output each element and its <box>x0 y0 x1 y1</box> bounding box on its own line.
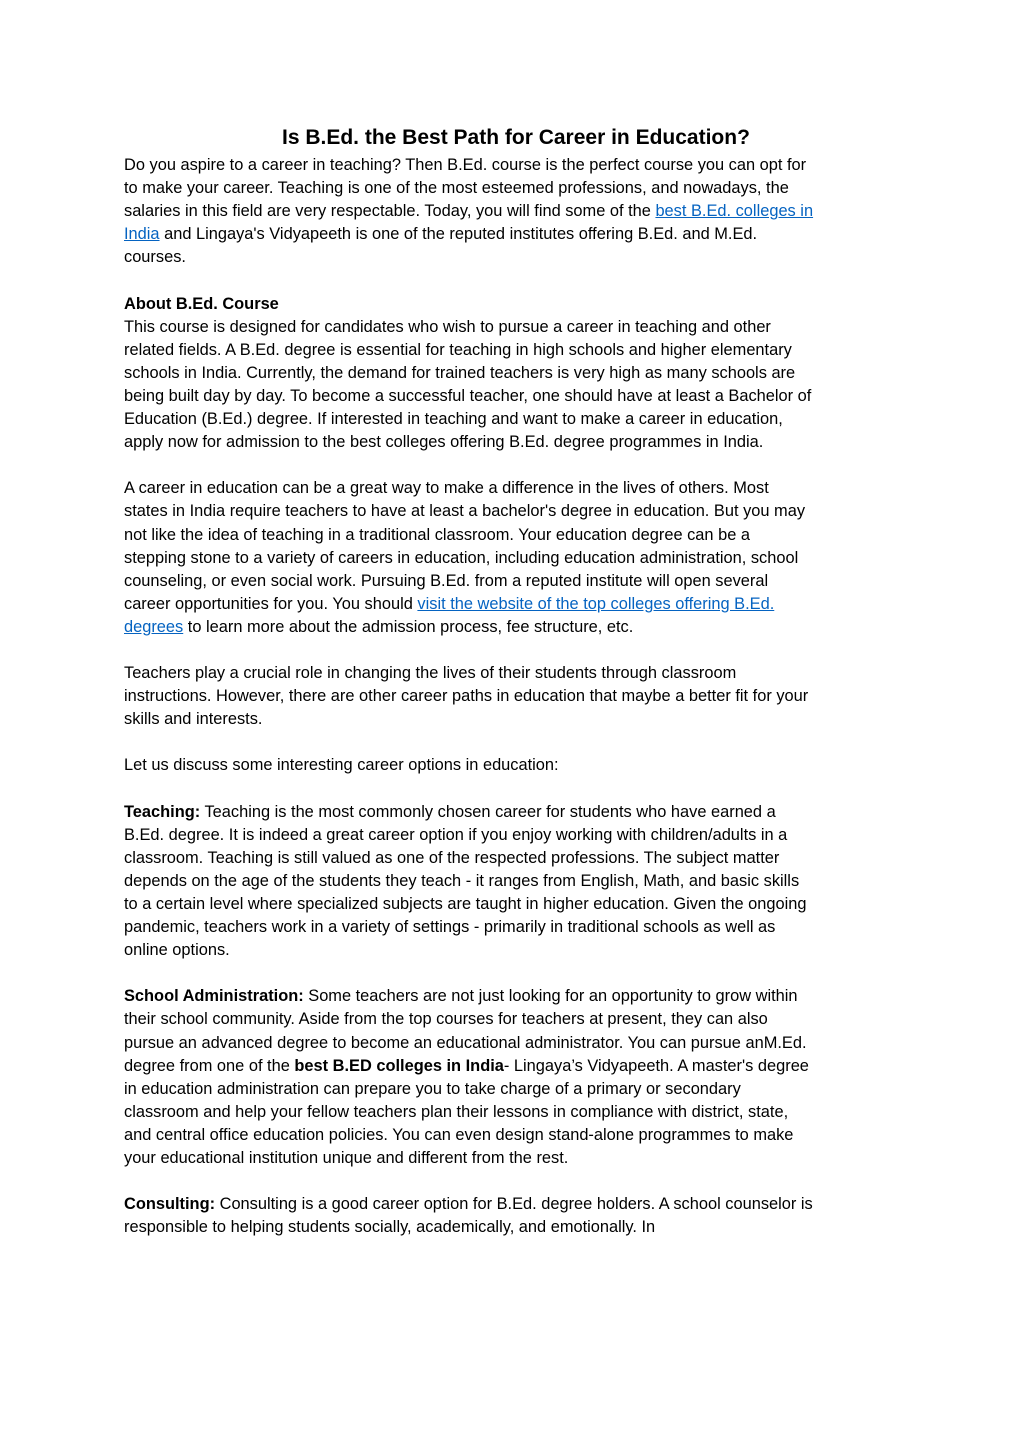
career-text-1: A career in education can be a great way to make a difference in the lives of others. Most states in India require teachers to have at least a bachelor's degree in education. But you may not like the idea of teaching in a traditional classroom. Your education degree can be a stepping stone to a variety of careers in education, including education administration, school counseling, or even social work. Pursuing B.Ed. from a reputed institute will open several career opportunities for you. You should <box>124 479 806 613</box>
consulting-text: Consulting is a good career option for B.Ed. degree holders. A school counselor is responsible to helping students socially, academically, and emotionally. In <box>124 1195 813 1237</box>
school-admin-paragraph <box>124 985 814 1170</box>
paragraph-gap <box>124 962 814 985</box>
best-bed-colleges-link[interactable]: best B.Ed. colleges in India <box>124 202 814 244</box>
consulting-heading: Consulting: <box>124 1195 216 1214</box>
school-admin-bold-text: best B.ED colleges in India <box>294 1056 504 1075</box>
teaching-paragraph <box>124 801 814 963</box>
teachers-paragraph: Teachers play a crucial role in changing the lives of their students through classroom instructions. However, there are other career paths in education that maybe a better fit for your skills and interests. <box>124 664 809 729</box>
paragraph-gap <box>124 639 814 662</box>
intro-text-1: Do you aspire to a career in teaching? Then B.Ed. course is the perfect course you can opt for to make your career. Teaching is one of the most esteemed professions, and nowadays, the salaries in this field are very respectable. Today, you will find some of the <box>124 156 807 221</box>
teaching-text: Teaching is the most commonly chosen career for students who have earned a B.Ed. degree. It is indeed a great career option if you enjoy working with children/adults in a classroom. Teaching is still valued as one of the respected professions. The subject matter depends on the age of the students they teach - it ranges from English, Math, and basic skills to a certain level where specialized subjects are taught in higher education. Given the ongoing pandemic, teachers work in a variety of settings - primarily in traditional schools as well as online options. <box>124 802 807 960</box>
paragraph-gap <box>124 778 814 801</box>
career-paragraph <box>124 477 814 639</box>
top-colleges-website-link[interactable]: visit the website of the top colleges offering B.Ed. degrees <box>124 594 775 636</box>
document-page <box>124 124 814 1239</box>
school-admin-text-2: - Lingaya’s Vidyapeeth. A master's degree in education administration can prepare you to take charge of a primary or secondary classroom and help your fellow teachers plan their lessons in compliance with district, state, and central office education policies. You can even design stand-alone programmes to make your educational institution unique and different from the rest. <box>124 1056 809 1168</box>
school-admin-text-1: Some teachers are not just looking for an opportunity to grow within their school community. Aside from the top courses for teachers at present, they can also pursue an advanced degree to become an educational administrator. You can pursue anM.Ed. degree from one of the <box>124 987 807 1075</box>
paragraph-gap <box>124 1170 814 1193</box>
paragraph-gap <box>124 269 814 292</box>
paragraph-gap <box>124 454 814 477</box>
intro-text-2: and Lingaya's Vidyapeeth is one of the reputed institutes offering B.Ed. and M.Ed. courses. <box>124 225 758 267</box>
paragraph-gap <box>124 731 814 754</box>
teaching-heading: Teaching: <box>124 802 201 821</box>
career-text-2: to learn more about the admission process, fee structure, etc. <box>183 617 634 636</box>
page-title: Is B.Ed. the Best Path for Career in Education? <box>282 126 750 149</box>
about-heading-text: About B.Ed. Course <box>124 294 279 313</box>
consulting-paragraph <box>124 1193 814 1239</box>
discuss-paragraph: Let us discuss some interesting career options in education: <box>124 756 559 775</box>
school-admin-heading: School Administration: <box>124 987 304 1006</box>
intro-paragraph <box>124 154 814 269</box>
about-paragraph: This course is designed for candidates who wish to pursue a career in teaching and other related fields. A B.Ed. degree is essential for teaching in high schools and higher elementary schools in India. Currently, the demand for trained teachers is very high as many schools are being built day by day. To become a successful teacher, one should have at least a Bachelor of Education (B.Ed.) degree. If interested in teaching and want to make a career in education, apply now for admission to the best colleges offering B.Ed. degree programmes in India. <box>124 317 812 452</box>
about-heading <box>124 293 814 316</box>
